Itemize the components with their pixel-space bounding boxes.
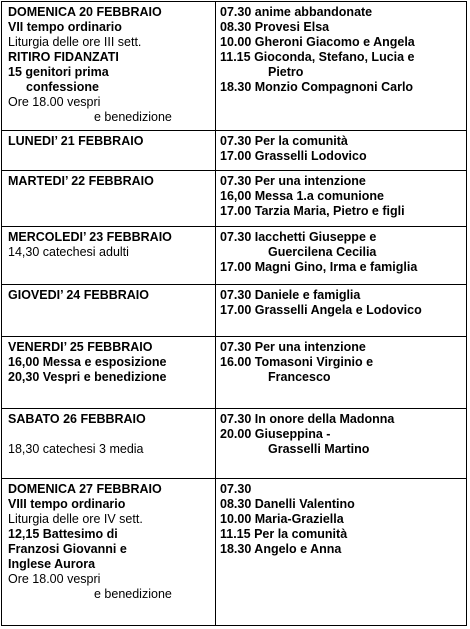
mass-intention-line: 17.00 Grasselli Angela e Lodovico (220, 302, 422, 317)
mass-intention-line: 07.30 Daniele e famiglia (220, 287, 361, 302)
day-cell (2, 130, 216, 170)
intentions-cell (216, 408, 467, 478)
row-martedi-22 (2, 170, 466, 226)
day-info-line: Ore 18.00 vespri (8, 571, 101, 586)
mass-intention-line: 20.00 Giuseppina - (220, 426, 331, 441)
mass-intention-line: 10.00 Maria-Graziella (220, 511, 344, 526)
mass-intention-line: 07.30 (220, 481, 252, 496)
day-info-line: Liturgia delle ore IV sett. (8, 511, 143, 526)
mass-schedule-table (1, 1, 467, 626)
day-info-line: VENERDI’ 25 FEBBRAIO (8, 339, 153, 354)
row-lunedi-21 (2, 130, 466, 170)
day-info-line: MERCOLEDI’ 23 FEBBRAIO (8, 229, 172, 244)
day-info-line: 15 genitori prima (8, 65, 109, 79)
mass-intention-line: Guercilena Cecilia (268, 244, 377, 259)
row-mercoledi-23 (2, 226, 466, 284)
day-info-line: Liturgia delle ore III sett. (8, 35, 142, 49)
day-info-line: VII tempo ordinario (8, 20, 122, 34)
day-info-line: VIII tempo ordinario (8, 496, 126, 511)
day-info-line: DOMENICA 27 FEBBRAIO (8, 481, 162, 496)
day-info-line: MARTEDI’ 22 FEBBRAIO (8, 173, 154, 188)
intentions-cell (216, 170, 467, 226)
mass-intention-line: 07.30 Iacchetti Giuseppe e (220, 229, 377, 244)
mass-intention-line: 17.00 Magni Gino, Irma e famiglia (220, 259, 418, 274)
day-info-line: RITIRO FIDANZATI (8, 50, 119, 64)
mass-intention-line: 11.15 Per la comunità (220, 526, 348, 541)
row-sabato-26 (2, 408, 466, 478)
day-info-line: SABATO 26 FEBBRAIO (8, 411, 146, 426)
day-info-line: 20,30 Vespri e benedizione (8, 369, 167, 384)
schedule-grid (2, 2, 466, 625)
day-info-line: 12,15 Battesimo di (8, 526, 118, 541)
day-info-line: e benedizione (94, 110, 172, 124)
row-venerdi-25 (2, 336, 466, 408)
intentions-cell (216, 284, 467, 336)
mass-intention-line: 11.15 Gioconda, Stefano, Lucia e (220, 50, 415, 64)
intentions-cell (216, 336, 467, 408)
mass-intention-line: Pietro (268, 65, 304, 79)
mass-intention-line: 17.00 Grasselli Lodovico (220, 148, 367, 163)
day-info-line: 18,30 catechesi 3 media (8, 441, 144, 456)
mass-intention-line: 10.00 Gheroni Giacomo e Angela (220, 35, 415, 49)
intentions-cell (216, 226, 467, 284)
day-cell (2, 408, 216, 478)
mass-intention-line: 16,00 Messa 1.a comunione (220, 188, 384, 203)
mass-intention-line: 08.30 Danelli Valentino (220, 496, 355, 511)
mass-intention-line: 07.30 Per la comunità (220, 133, 348, 148)
intentions-cell (216, 2, 467, 130)
intentions-cell (216, 478, 467, 625)
mass-intention-line: Grasselli Martino (268, 441, 370, 456)
mass-intention-line: 07.30 Per una intenzione (220, 339, 366, 354)
mass-intention-line: 18.30 Monzio Compagnoni Carlo (220, 80, 414, 94)
mass-intention-line: 07.30 In onore della Madonna (220, 411, 395, 426)
day-info-line: 14,30 catechesi adulti (8, 244, 129, 259)
mass-intention-line: 18.30 Angelo e Anna (220, 541, 342, 556)
day-cell (2, 478, 216, 625)
intentions-cell (216, 130, 467, 170)
mass-intention-line: 08.30 Provesi Elsa (220, 20, 330, 34)
mass-intention-line: 07.30 anime abbandonate (220, 5, 373, 19)
row-giovedi-24 (2, 284, 466, 336)
row-domenica-20 (2, 2, 466, 130)
day-info-line: Ore 18.00 vespri (8, 95, 101, 109)
day-cell (2, 226, 216, 284)
day-info-line: DOMENICA 20 FEBBRAIO (8, 5, 162, 19)
mass-intention-line: Francesco (268, 369, 331, 384)
day-cell (2, 336, 216, 408)
day-cell (2, 170, 216, 226)
day-info-line: 16,00 Messa e esposizione (8, 354, 167, 369)
day-info-line: GIOVEDI’ 24 FEBBRAIO (8, 287, 150, 302)
mass-intention-line: 16.00 Tomasoni Virginio e (220, 354, 374, 369)
row-domenica-27 (2, 478, 466, 625)
mass-intention-line: 17.00 Tarzia Maria, Pietro e figli (220, 203, 405, 218)
day-info-line: e benedizione (94, 586, 172, 601)
day-info-line: confessione (26, 80, 99, 94)
day-info-line: Franzosi Giovanni e (8, 541, 127, 556)
day-info-line (8, 427, 211, 442)
day-cell (2, 284, 216, 336)
mass-intention-line: 07.30 Per una intenzione (220, 173, 366, 188)
day-info-line: LUNEDI’ 21 FEBBRAIO (8, 133, 144, 148)
schedule-rows (2, 2, 466, 625)
day-info-line: Inglese Aurora (8, 556, 96, 571)
day-cell (2, 2, 216, 130)
